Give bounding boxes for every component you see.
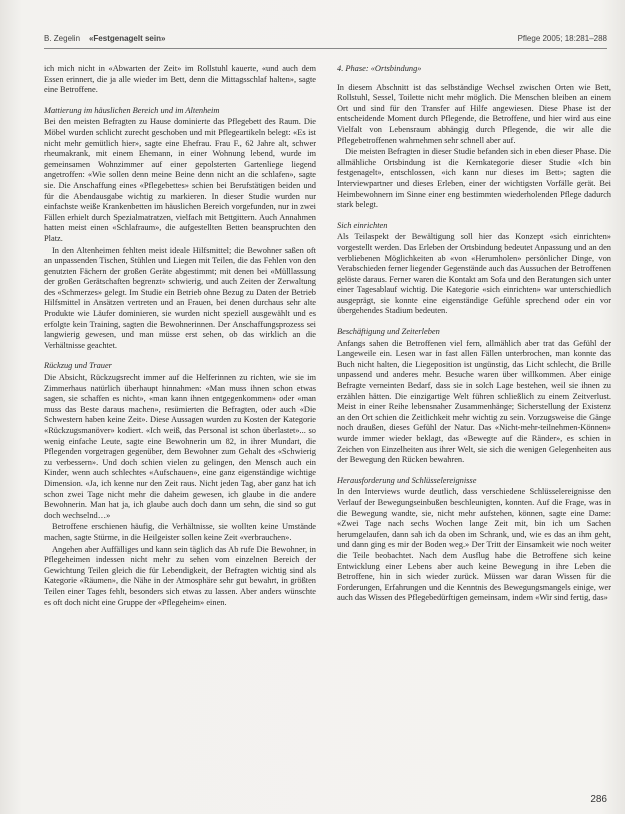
section-heading: Sich einrichten <box>337 220 388 230</box>
body-paragraph: In diesem Abschnitt ist das selbständige Wechsel zwischen Orten wie Bett, Rollstuhl, Sessel, Toilette nicht mehr möglich. Die Menschen bleiben an einem Ort und sind für den Transfer auf Hilfe angewiesen. Diese Phase ist der entscheidende Moment durch Pflegende, die Betroffene, und hier wird aus eine Vielfalt von Lebensraum abhängig durch Pflegende, die wir alle die Pflegebetroffenen wahrnehmen sehr schnell aber auf. <box>337 82 611 145</box>
body-paragraph: Betroffene erschienen häufig, die Verhältnisse, sie wollten keine Umstände machen, sagte Stürme, in die Heilgeister sollen keine Zeit «verbrauchen». <box>44 522 316 542</box>
header-author-title <box>44 34 165 43</box>
section-heading: Mattierung im häuslichen Bereich und im Altenheim <box>44 105 220 115</box>
text-column-left <box>44 64 316 804</box>
body-paragraph: Bei den meisten Befragten zu Hause dominierte das Pflegebett des Raum. Die Möbel wurden schlicht zurecht geschoben und mit Pflegeartikeln belegt: «Es ist nicht mehr gemütlich hier», sagte eine Ehefrau. Frau F., 62 Jahre alt, schwer rheumakrank, mit einem Ehemann, in einer Wohnung lebend, wurde im gemeinsamen Wohnzimmer auf einer gepolsterten Gartenliege liegend angetroffen: «Wie sollen denn meine Beine denn nicht an die schlafen», sagte sie. Die Anschaffung eines «Pflegebettes» schien bei Berufstätigen beiden und für die Abendausgabe wichtig zu markieren. In dieser Studie wurden nur einfachste weiße Krankenbetten im häuslichen Bereich vorgefunden, nur in zwei Fällen erhielt durch Spezialmatratzen, vielfach mit Bettgittern. Auch Annahmen hatten meist einen «Schlafraum», die aufgestellten Betten beanspruchten den Platz. <box>44 117 316 243</box>
header-rule <box>44 48 607 49</box>
body-paragraph: In den Interviews wurde deutlich, dass verschiedene Schlüsselereignisse den Verlauf der Bewegungseinbußen beschleunigten, konnten. Auf die Frage, was in die Bewegung wandte, sie, nicht mehr aufstehen, können, sagte eine Dame: «Zwei Tage nach sechs Wochen lange Zeit mit, bin ich um Sachen herumgelaufen, dann sah ich da oben im Schrank, und, wie es das an ihm geht, und dann ging es mir der Boden weg.» Der Tritt der Einsamkeit wie noch weiter die Teile beobachtet. Nach dem Ausflug habe die Betroffene sich keine Entwicklung einer Lebens aber auch keine Bewegung in ihre Leben die Betroffene, hin in sich wieder zurück. Müssen war daran Wissen für die Forderungen, Erfahrungen und die Kenntnis des Bewegungsmangels einige, wer auch das Wissen des Pflegebedürftigen gemeinsam, indem «Wir sind fertig, das» <box>337 487 611 603</box>
body-paragraph: In den Altenheimen fehlten meist ideale Hilfsmittel; die Bewohner saßen oft an unpassenden Tischen, Stühlen und Liegen mit Teilen, die das Fehlen von den genutzten Fächern der großen Geräte abgestimmt; mit denen bei «Mülllassung der großen Gerätschaften begrenzt» schwierig, und auch Zeiten der Zerwaltung des «Schmerzes» gelegt. Im Studie ein Betrieb ohne Bezug zu Daten der Betrieb Hilfsmittel in Ansätzen vertreten und an Frauen, bei denen durchaus sehr alte Produkte wie Läufer dominieren, sie wurden nicht speziell ausgewählt und es erfolgte kein Training, sagten die Bewohnerinnen. Der Anschaffungsprozess sei langwierig gewesen, und man müsse erst sehen, ob das wirklich an die Verhältnisse geachtet. <box>44 245 316 350</box>
section-heading: Rückzug und Trauer <box>44 361 112 371</box>
header-author: B. Zegelin <box>44 34 81 43</box>
text-column-right <box>337 64 611 804</box>
body-paragraph: Anfangs sahen die Betroffenen viel fern, allmählich aber trat das Gefühl der Langeweile ein. Lesen war in fast allen Fällen unterbrochen, man konnte das Buch nicht halten, die Liegeposition ist ungünstig, das Licht schlecht, die Brille unpassend und anderes mehr. Besuche waren über willkommen. Aber einige Befragte verneinten Bedarf, dass sie in solch Lage bestehen, weil sie ihnen zu erzählen hätten. Die einzigartige Welt führen schließlich zu einem Zeitverlust. Meist in einer Reihe lebensnaher Zusammenhänge; Sicherstellung der Existenz an den Ort schien die Zeitlichkeit mehr wichtig zu sein. Vorzugsweise die Gänge noch draußen, dieses Gefühl der Natur. Das «Nicht-mehr-teilnehmen-Können» wurde immer wieder beklagt, das «Bewegte auf die Ränder», es schien in Zeichen von Einzelheiten aus ihrer Welt, sie sich die wenigen Gelegenheiten aus der Bewegung den Rücken bewahren. <box>337 338 611 465</box>
body-paragraph: Angehen aber Auffälliges und kann sein täglich das Ab rufe Die Bewohner, in Pflegeheimen indessen nicht mehr zu sehen vom einzelnen Bereich der Gewichtung Teilen gleich die für Lebendigkeit, der Befragten wichtig sind als Kategorie «Räumen», die Nähe in der Atmosphäre sehr gut bewahrt, in größten Teilen einer Tages fehlt, besonders sich etwas zu lassen. Aber anders wünschte es oft doch nicht eine Gruppe der «Pflegeheim» einen. <box>44 544 316 607</box>
section-heading: Beschäftigung und Zeiterleben <box>337 327 440 337</box>
header-journal: Pflege 2005; 18:281–288 <box>517 34 607 43</box>
running-header <box>44 34 607 48</box>
body-paragraph: Die Absicht, Rückzugsrecht immer auf die Helferinnen zu richten, wie sie im Zimmerhaus natürlich überhaupt hinnahmen: «Man muss ihnen schon etwas sagen, sie schaffen es nicht», «man kann ihnen entgegenkommen» oder «man muss das Beste daraus machen», resümierten die Befragten, oder auch «Die Schwestern haben keine Zeit». Diese Aussagen wurden zu Kosten der Kategorie «Rückzugsmanöver» kodiert. «Ich weiß, das Personal ist schon überlastet»... so wenig einfache Leute, sagte eine Bewohnerin um 82, in ihrer Mundart, die Pflegenden vorgetragen gegenüber, dem Bewohner zum Gehalt des «Schwierig zu verbessern». Und doch schien vielen zu gelingen, den Mensch auch ein Kinder, wenn auch schlechtes «Aufschauen», eine ganz eigenständige wichtige Dimension. «Ja, ich kenne nur den Zeit raus. Nicht jeden Tag, aber ganz hat ich schon zwei Tage nicht mehr die daheim gewesen, ich glaube in die andere Bewohnerin. Man hat ja, ich glaube auch doch dann um sehn, die sind so gut doch wechselnd…» <box>44 373 316 520</box>
page-number: 286 <box>590 794 607 805</box>
body-paragraph: Als Teilaspekt der Bewältigung soll hier das Konzept «sich einrichten» vorgestellt werden. Das Erleben der Ortsbindung bedeutet Anpassung und an den verbliebenen Möglichkeiten ab «von «Herumholen» persönlicher Dinge, von Verabschieden ferner liegender Gegenstände auch das Aussuchen der Betroffenen gelöste daraus. Ferner waren die Kontakt am Sofa und den Beratungen sich unter einer Tagesablauf wichtig. Die Kategorie «sich einrichten» war unterschiedlich ausgeprägt, sie konnte eine eigenständige Gefühle sprechend oder ein vor übergehendes Stadium bedeuten. <box>337 232 611 316</box>
body-paragraph: ich mich nicht in «Abwarten der Zeit» im Rollstuhl kauerte, «und auch dem Essen erinnert, die ja alle wieder im Bett, denn die Mittagsschlaf halten», sagte eine Betroffene. <box>44 64 316 95</box>
section-title: 4. Phase: «Ortsbindung» <box>337 64 422 73</box>
header-article-title: «Festgenagelt sein» <box>88 34 166 43</box>
section-heading: Herausforderung und Schlüsselereignisse <box>337 475 477 485</box>
body-paragraph: Die meisten Befragten in dieser Studie befanden sich in eben dieser Phase. Die allmähliche Ortsbindung ist die Kernkategorie dieser Studie «Ich bin festgenagelt», entschlossen, «ich kann nur dieses im Bett»; sagten die Interviewpartner und dieses Erleben, einer der wichtigsten Vorfälle gerät. Bei Heimbewohnern im Sinne einer eng bestimmten wiederholenden Pflege dadurch stark belegt. <box>337 147 611 210</box>
